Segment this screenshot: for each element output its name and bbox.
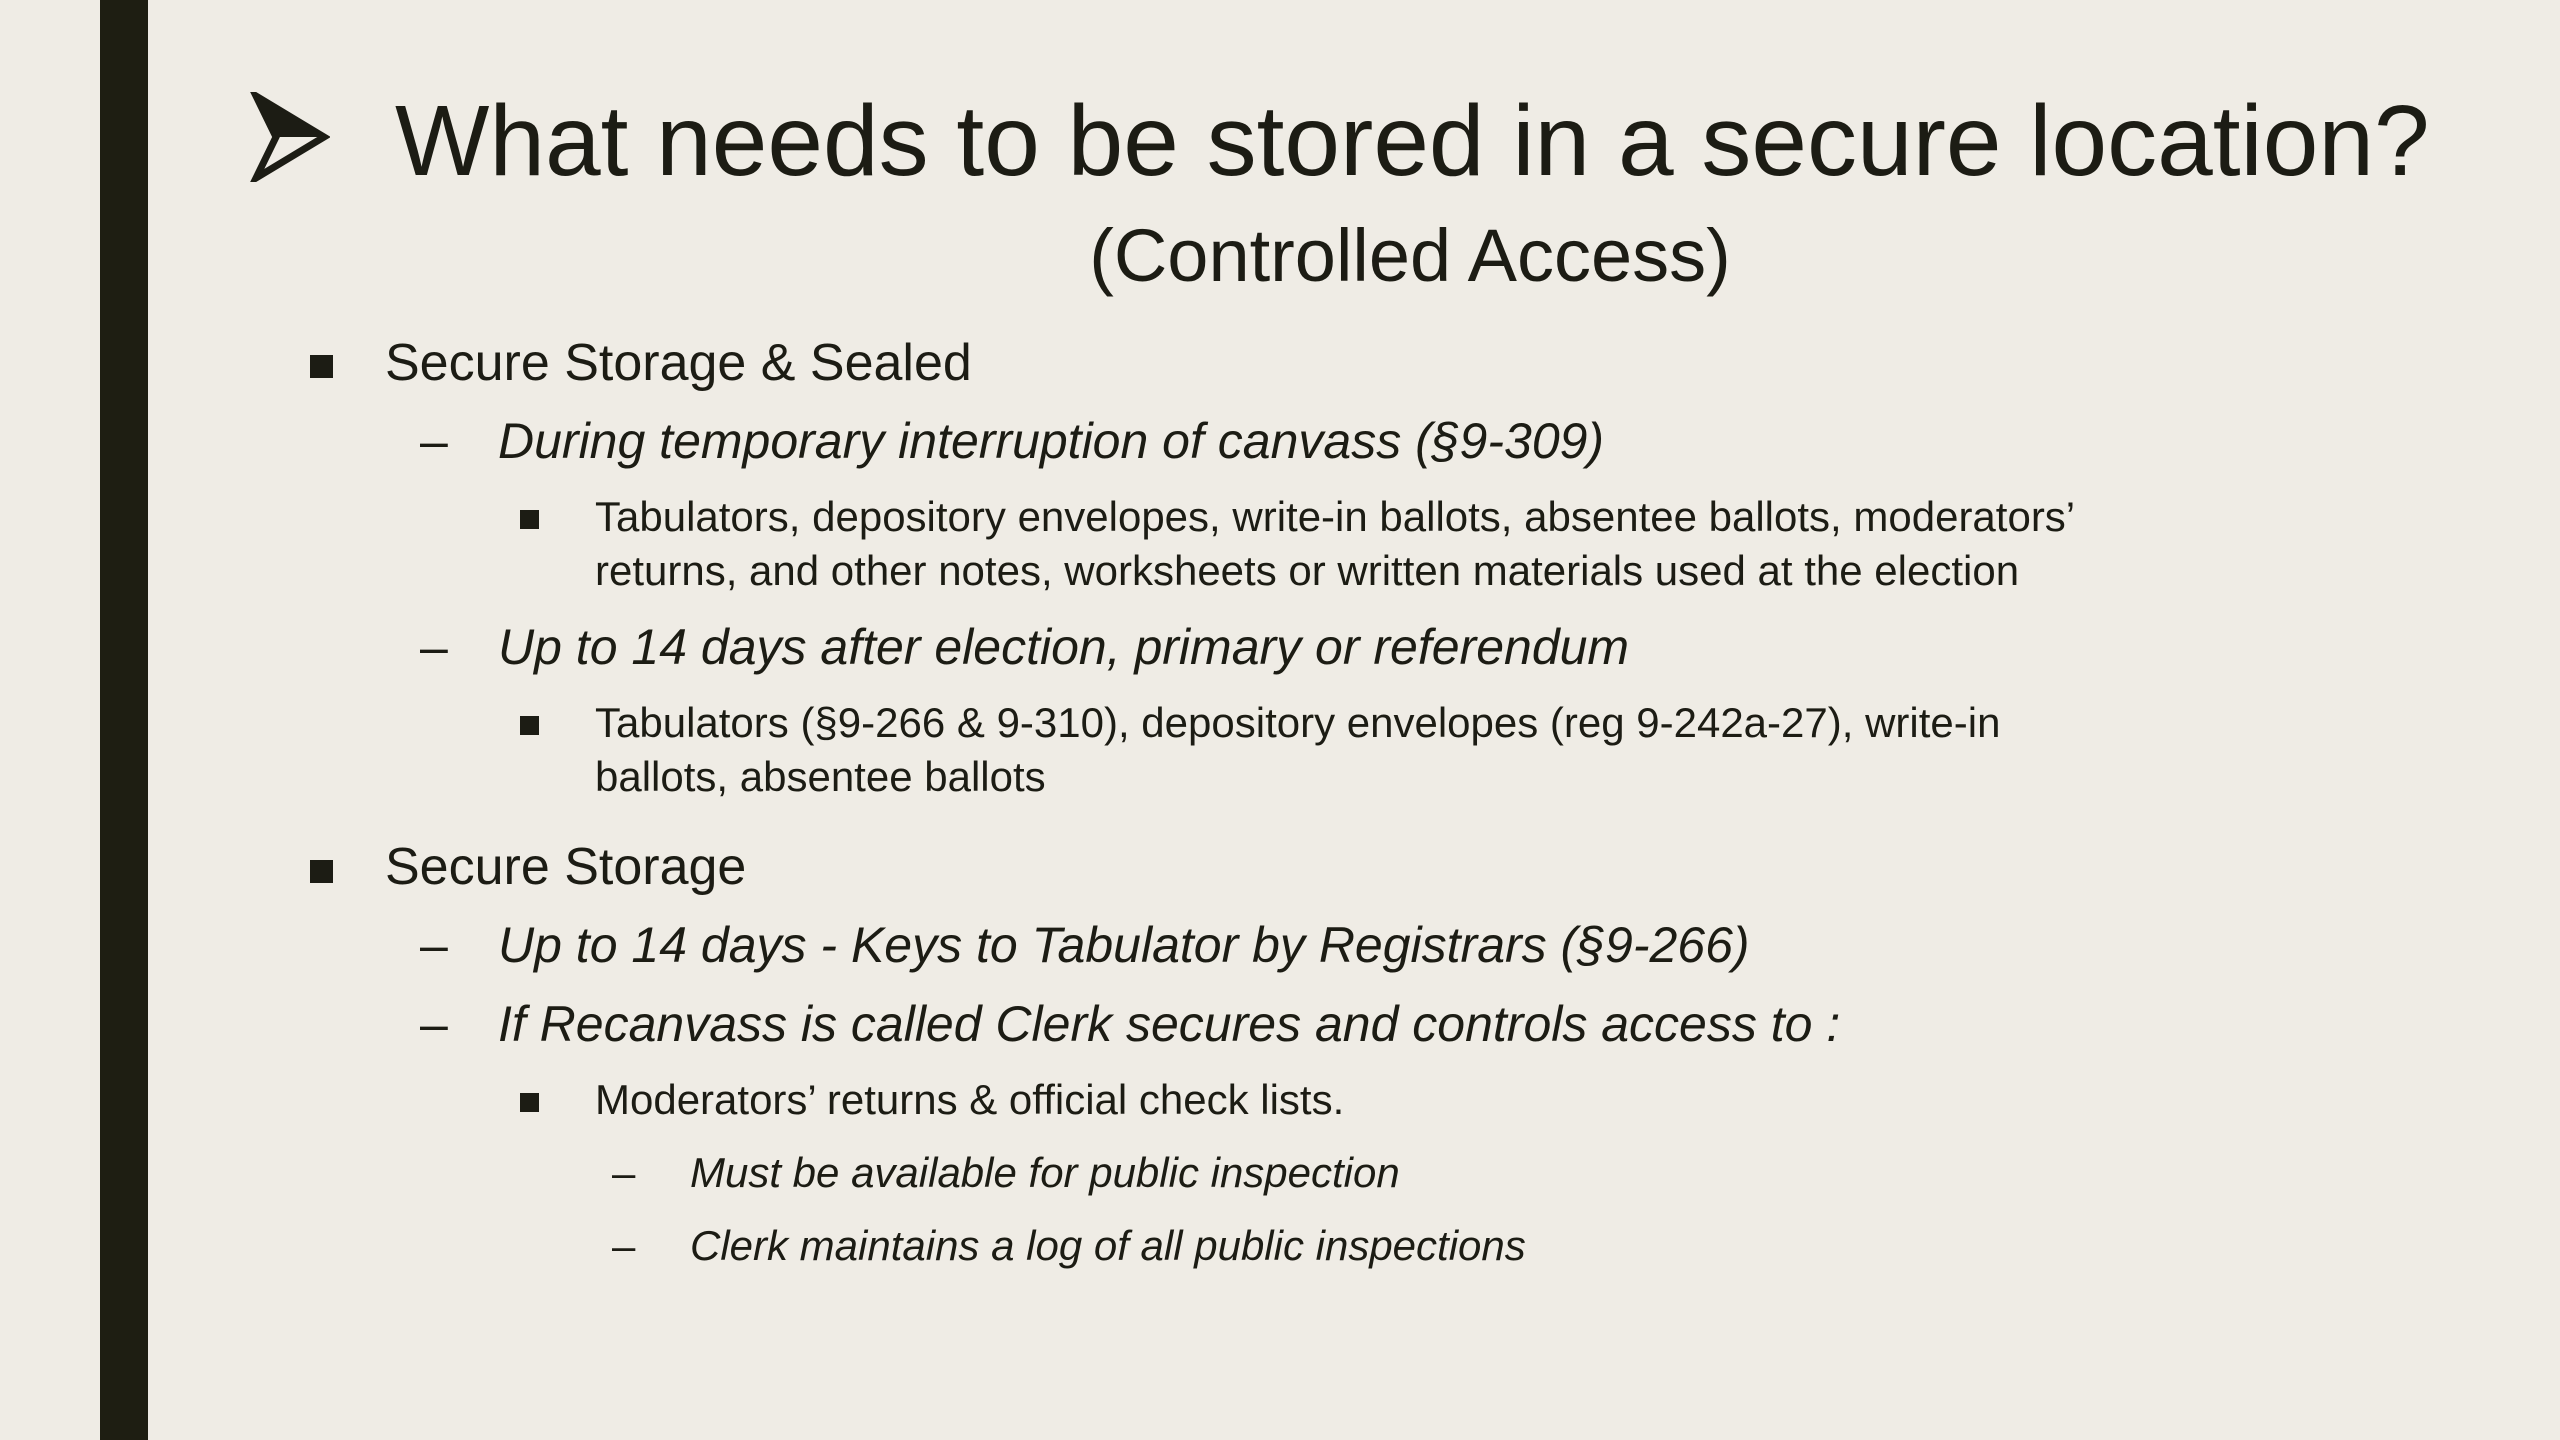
detail-line: Tabulators (§9-266 & 9-310), depository envelopes (reg 9-242a-27), write-in xyxy=(595,699,2001,746)
sub-list-item: Must be available for public inspection xyxy=(690,1149,1400,1196)
square-bullet-icon xyxy=(310,355,333,378)
section-heading: Secure Storage xyxy=(385,838,747,896)
square-bullet-icon xyxy=(310,860,333,883)
list-item: Up to 14 days - Keys to Tabulator by Registrars (§9-266) xyxy=(498,917,1750,973)
detail-line: ballots, absentee ballots xyxy=(595,753,1046,800)
list-item: During temporary interruption of canvass (§9-309) xyxy=(498,413,1605,469)
dash-bullet-icon: – xyxy=(420,996,448,1052)
square-bullet-icon xyxy=(520,510,539,529)
dash-bullet-icon: – xyxy=(420,619,448,675)
slide-subtitle: (Controlled Access) xyxy=(1089,214,1731,297)
dash-bullet-icon: – xyxy=(612,1149,636,1196)
square-bullet-icon xyxy=(520,1093,539,1112)
dash-bullet-icon: – xyxy=(420,413,448,469)
detail-line: Tabulators, depository envelopes, write-in ballots, absentee ballots, moderators’ xyxy=(595,493,2076,540)
sub-list-item: Clerk maintains a log of all public inspections xyxy=(690,1222,1526,1269)
dash-bullet-icon: – xyxy=(612,1222,636,1269)
square-bullet-icon xyxy=(520,716,539,735)
detail-line: Moderators’ returns & official check lists. xyxy=(595,1076,1345,1123)
slide-title: What needs to be stored in a secure location? xyxy=(395,85,2430,197)
list-item: If Recanvass is called Clerk secures and controls access to : xyxy=(498,996,1841,1052)
dash-bullet-icon: – xyxy=(420,917,448,973)
detail-line: returns, and other notes, worksheets or written materials used at the election xyxy=(595,547,2020,594)
list-item: Up to 14 days after election, primary or referendum xyxy=(498,619,1630,675)
section-heading: Secure Storage & Sealed xyxy=(385,334,972,392)
